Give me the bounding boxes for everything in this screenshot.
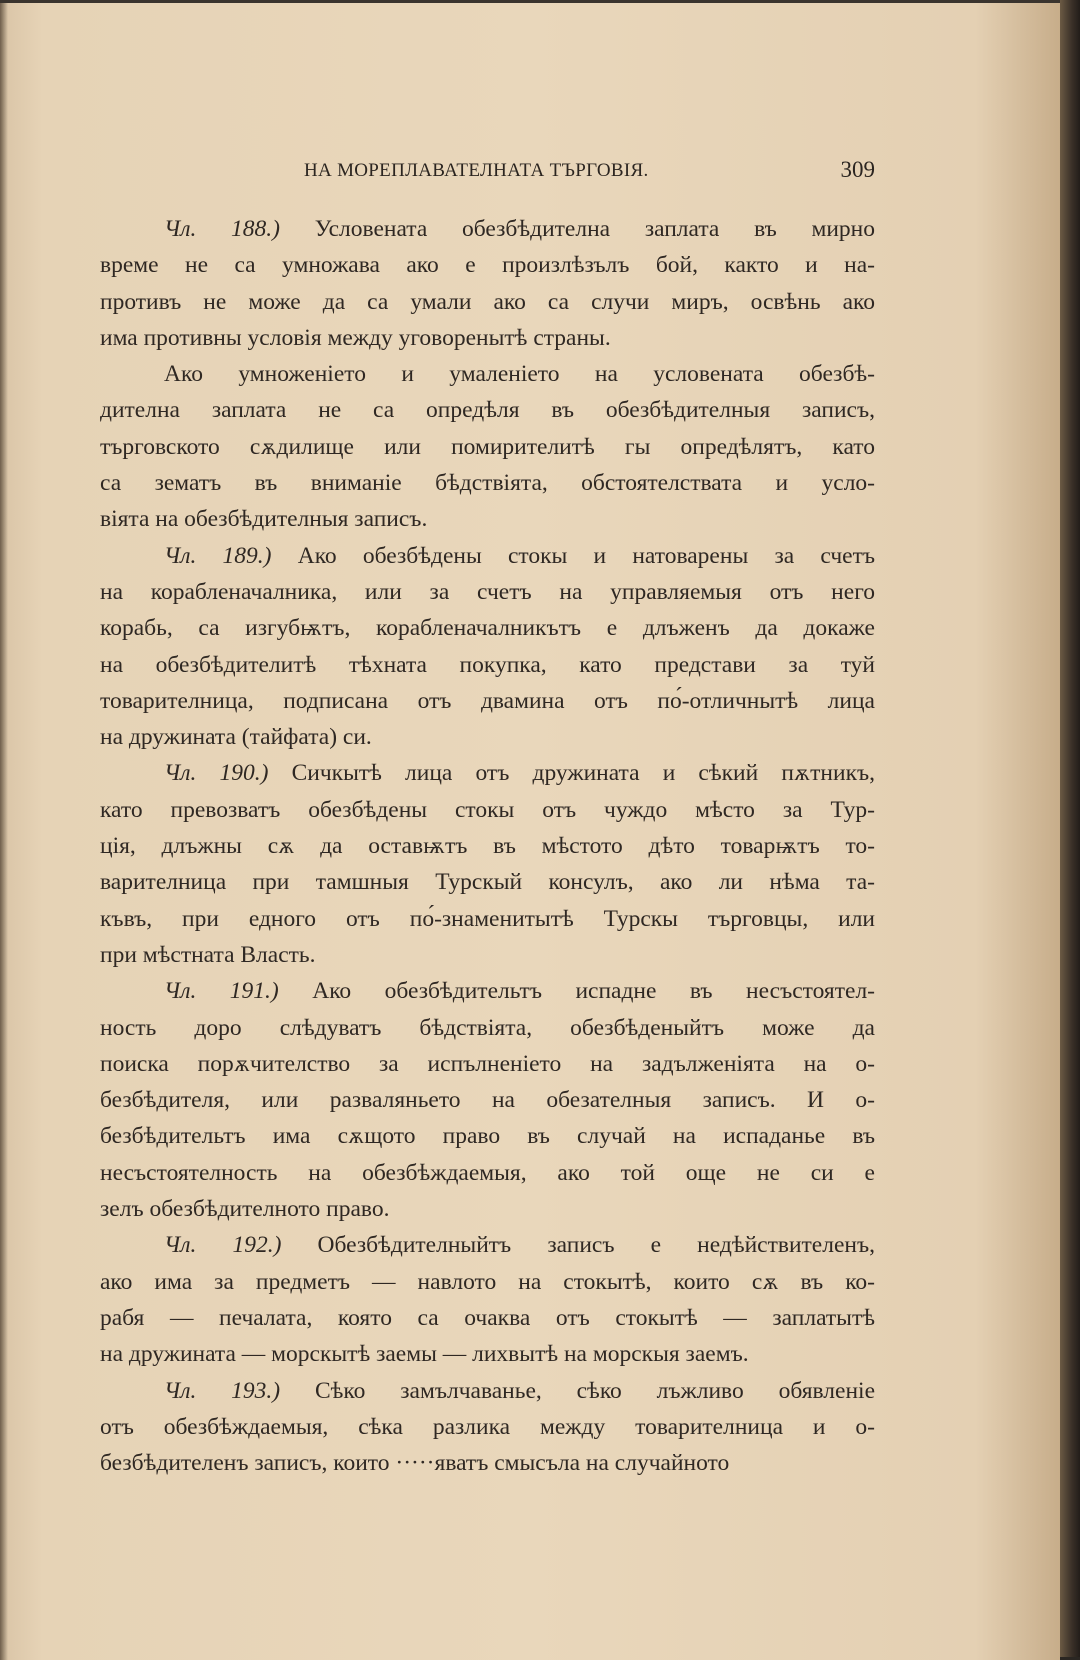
- article-number: Чл. 192.): [164, 1232, 282, 1259]
- text-line: [100, 1010, 875, 1046]
- text-line: [100, 1155, 875, 1191]
- article-number: Чл. 189.): [164, 542, 272, 569]
- paragraph: [100, 1373, 875, 1482]
- article-number: Чл. 188.): [164, 216, 281, 242]
- text-line: [100, 792, 875, 828]
- line-text: ность доро слѣдуватъ бѣдствіята, обезбѣденыйтъ може да: [100, 1014, 875, 1041]
- text-line: [100, 973, 875, 1009]
- text-line: [100, 828, 875, 864]
- text-line: [100, 356, 875, 392]
- text-line: [100, 211, 875, 247]
- text-line: [100, 1227, 875, 1263]
- text-line: [100, 429, 875, 465]
- line-text: Ако умноженіето и умаленіето на условената обезбѣ-: [164, 361, 875, 388]
- text-line: [100, 1264, 875, 1300]
- article-number: Чл. 191.): [164, 978, 279, 1005]
- line-text: Ако обезбѣдены стокы и натоварены за счетъ: [297, 542, 876, 569]
- line-text: търговското сѫдилище или помирителитѣ гы опредѣлятъ, като: [100, 433, 875, 460]
- line-text: Ако обезбѣдительтъ испадне въ несъстоятел-: [312, 978, 875, 1005]
- line-text: безбѣдителя, или разваляньето на обезателныя записъ. И о-: [100, 1087, 875, 1114]
- page-edge: [1060, 0, 1080, 1657]
- text-line: [100, 1300, 875, 1336]
- paragraph: [100, 973, 875, 1227]
- paragraph: [100, 211, 875, 356]
- running-head: НА МОРЕПЛАВАТЕЛНАТА ТЪРГОВІЯ.: [304, 160, 649, 181]
- text-line: [100, 1046, 875, 1082]
- spine-shadow: [0, 3, 8, 1660]
- line-text: на обезбѣдителитѣ тѣхната покупка, като представи за туй: [100, 651, 875, 678]
- line-text: Условената обезбѣдителна заплата въ мирно: [314, 216, 876, 242]
- line-text: дителна заплата не са опредѣля въ обезбѣдителныя записъ,: [100, 397, 875, 424]
- paragraph: [100, 356, 875, 537]
- line-text: време не са умножава ако е произлѣзълъ бой, както и на-: [100, 252, 875, 279]
- line-text: Обезбѣдителныйтъ записъ е недѣйствителенъ,: [317, 1232, 875, 1259]
- line-text: Сѣко замълчаванье, сѣко лъжливо обявленіе: [314, 1377, 876, 1404]
- text-line: [100, 937, 875, 973]
- text-line: [100, 864, 875, 900]
- line-text: има противны условія между уговоренытѣ страны.: [100, 324, 611, 351]
- line-text: при мѣстната Власть.: [100, 941, 316, 968]
- text-line: [100, 1336, 875, 1372]
- paragraph: [100, 1227, 875, 1372]
- paragraph: [100, 538, 875, 756]
- line-text: віята на обезбѣдителныя записъ.: [100, 506, 428, 533]
- text-line: [100, 1118, 875, 1154]
- line-text: корабь, са изгубѭтъ, корабленачалникътъ е длъженъ да докаже: [100, 615, 875, 642]
- line-text: на корабленачалника, или за счетъ на управляемыя отъ него: [100, 578, 875, 605]
- page-header: [100, 157, 875, 188]
- text-line: [100, 392, 875, 428]
- text-line: [100, 501, 875, 537]
- line-text: къвъ, при едного отъ по́-знаменитытѣ Турскы търговцы, или: [100, 905, 875, 932]
- line-text: противъ не може да са умали ако са случи миръ, освѣнь ако: [100, 288, 875, 315]
- line-text: ція, длъжны сѫ да оставѭтъ въ мѣстото дѣто товарѭтъ то-: [100, 833, 875, 860]
- text-line: [100, 610, 875, 646]
- text-line: [100, 247, 875, 283]
- line-text: зелъ обезбѣдителното право.: [100, 1196, 390, 1223]
- text-line: [100, 683, 875, 719]
- line-text: несъстоятелность на обезбѣждаемыя, ако той още не си е: [100, 1159, 875, 1186]
- line-text: варителница при тамшныя Турскый консулъ, ако ли нѣма та-: [100, 869, 875, 896]
- line-text: ако има за предметъ — навлото на стокытѣ, които сѫ въ ко-: [100, 1268, 875, 1295]
- line-text: товарителница, подписана отъ двамина отъ по́-отличнытѣ лица: [100, 687, 875, 714]
- body-text: [100, 211, 875, 1481]
- line-text: като превозватъ обезбѣдены стокы отъ чуждо мѣсто за Тур-: [100, 796, 875, 823]
- text-line: [100, 284, 875, 320]
- text-line: [100, 465, 875, 501]
- text-line: [100, 901, 875, 937]
- text-line: [100, 1373, 875, 1409]
- line-text: безбѣдительтъ има сѫщото право въ случай на испаданье въ: [100, 1123, 875, 1150]
- line-text: рабя — печалата, която са очаква отъ стокытѣ — заплатытѣ: [100, 1304, 875, 1331]
- article-number: Чл. 193.): [164, 1377, 281, 1404]
- line-text: Сичкытѣ лица отъ дружината и сѣкий пѫтникъ,: [291, 760, 876, 787]
- text-line: [100, 755, 875, 791]
- line-text: са зематъ въ вниманіе бѣдствіята, обстоятелствата и усло-: [100, 470, 875, 497]
- article-number: Чл. 190.): [164, 760, 269, 787]
- line-text: на дружината — морскытѣ заемы — лихвытѣ на морскыя заемъ.: [100, 1341, 749, 1368]
- page-number: 309: [840, 157, 875, 182]
- text-line: [100, 1082, 875, 1118]
- text-line: [100, 1191, 875, 1227]
- line-text: отъ обезбѣждаемыя, сѣка разлика между товарителница и о-: [100, 1413, 875, 1440]
- text-line: [100, 538, 875, 574]
- line-text: безбѣдителенъ записъ, които ·····яватъ смысъла на случайното: [100, 1450, 730, 1477]
- text-line: [100, 719, 875, 755]
- text-line: [100, 647, 875, 683]
- text-line: [100, 320, 875, 356]
- line-text: поиска порѫчителство за испълненіето на задълженіята на о-: [100, 1050, 875, 1077]
- paragraph: [100, 755, 875, 973]
- text-line: [100, 574, 875, 610]
- line-text: на дружината (тайфата) си.: [100, 724, 372, 751]
- text-line: [100, 1445, 875, 1481]
- text-line: [100, 1409, 875, 1445]
